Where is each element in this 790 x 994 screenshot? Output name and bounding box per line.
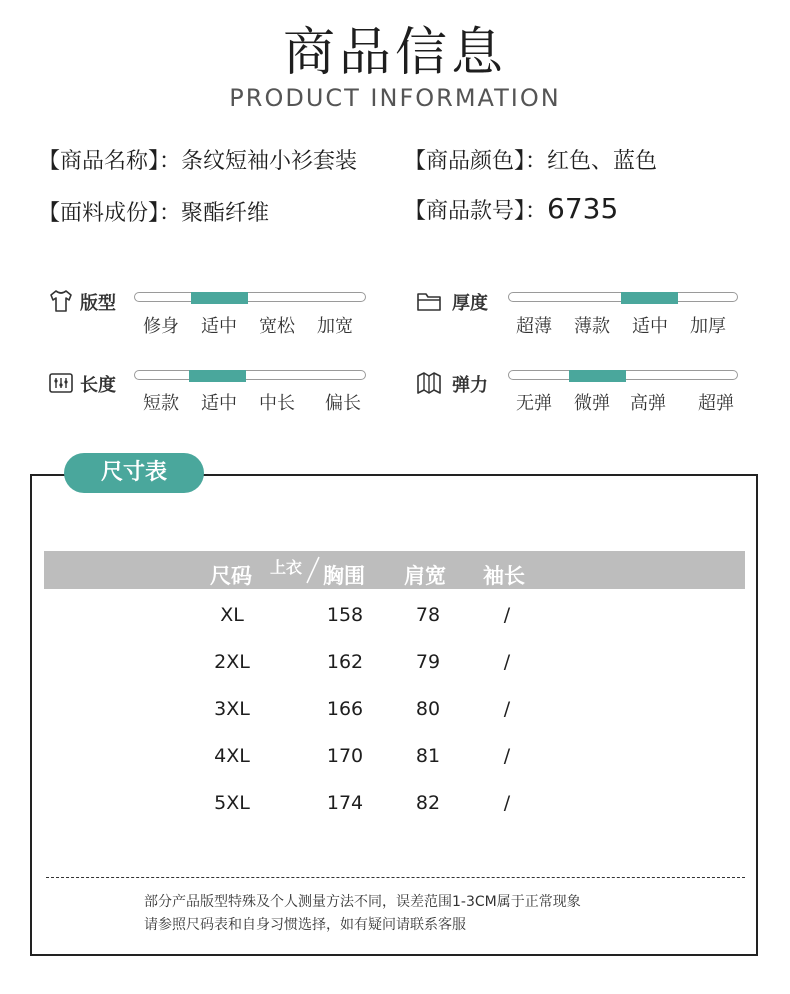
attr-length-option: 中长 — [259, 393, 295, 414]
cell-chest: 158 — [326, 604, 364, 626]
attr-elasticity-option: 超弹 — [698, 393, 734, 414]
attr-elasticity-option: 无弹 — [516, 393, 552, 414]
table-row — [0, 651, 790, 675]
attr-thickness-option: 薄款 — [574, 316, 610, 337]
header-shoulder: 肩宽 — [404, 564, 446, 588]
table-row — [0, 745, 790, 769]
attr-length-label: 长度 — [80, 375, 116, 396]
size-note: 部分产品版型特殊及个人测量方法不同，误差范围1-3CM属于正常现象 — [144, 894, 581, 910]
ruler-icon — [48, 370, 74, 396]
attr-length-bar — [134, 370, 366, 380]
cell-sleeve: / — [503, 651, 511, 673]
style-number-label: 【商品款号】： — [404, 199, 548, 224]
product-color-value: 红色、蓝色 — [547, 149, 658, 174]
size-chart-tab: 尺寸表 — [64, 453, 204, 493]
cell-sleeve: / — [503, 604, 511, 626]
diagonal-divider — [306, 555, 320, 585]
cell-shoulder: 80 — [415, 698, 441, 720]
attr-fit-option: 加宽 — [317, 316, 353, 337]
attr-elasticity-bar — [508, 370, 738, 380]
attr-elasticity-option: 高弹 — [630, 393, 666, 414]
table-row — [0, 604, 790, 628]
fabric-row — [38, 196, 269, 227]
attr-fit-bar — [134, 292, 366, 302]
cell-chest: 166 — [326, 698, 364, 720]
notes-divider — [46, 877, 745, 878]
cell-shoulder: 82 — [415, 792, 441, 814]
attr-fit-label: 版型 — [80, 293, 116, 314]
cell-size: 5XL — [214, 792, 250, 814]
attr-length-option: 偏长 — [325, 393, 361, 414]
attr-fit-option: 适中 — [201, 316, 237, 337]
tshirt-icon — [48, 288, 74, 314]
size-note: 请参照尺码表和自身习惯选择，如有疑问请联系客服 — [144, 917, 466, 933]
attr-thickness-option: 适中 — [632, 316, 668, 337]
cell-size: XL — [220, 604, 244, 626]
attr-thickness-option: 超薄 — [516, 316, 552, 337]
fabric-label: 【面料成份】： — [38, 201, 182, 226]
header-chest: 胸围 — [323, 564, 365, 588]
cell-shoulder: 81 — [415, 745, 441, 767]
map-icon — [416, 370, 442, 396]
product-color-label: 【商品颜色】： — [404, 149, 548, 174]
folder-icon — [416, 288, 442, 314]
attr-length-option: 适中 — [201, 393, 237, 414]
cell-chest: 174 — [326, 792, 364, 814]
cell-sleeve: / — [503, 745, 511, 767]
attr-elasticity-option: 微弹 — [574, 393, 610, 414]
table-row — [0, 698, 790, 722]
header-group: 上衣 — [270, 558, 303, 577]
cell-shoulder: 79 — [415, 651, 441, 673]
product-color-row — [404, 144, 657, 175]
header-size: 尺码 — [210, 564, 252, 588]
cell-size: 2XL — [214, 651, 250, 673]
cell-sleeve: / — [503, 698, 511, 720]
attr-elasticity-selected-indicator — [569, 370, 626, 382]
product-name-value: 条纹短袖小衫套装 — [181, 149, 358, 174]
cell-chest: 170 — [326, 745, 364, 767]
attr-thickness-option: 加厚 — [690, 316, 726, 337]
attr-fit-selected-indicator — [191, 292, 248, 304]
attr-thickness-label: 厚度 — [452, 293, 488, 314]
cell-size: 3XL — [214, 698, 250, 720]
attr-length-selected-indicator — [189, 370, 246, 382]
attr-fit-option: 修身 — [143, 316, 179, 337]
attr-elasticity-label: 弹力 — [452, 375, 488, 396]
size-table-header — [44, 551, 745, 589]
cell-size: 4XL — [214, 745, 250, 767]
attr-thickness-bar — [508, 292, 738, 302]
header-sleeve: 袖长 — [483, 564, 525, 588]
product-name-row — [38, 144, 357, 175]
style-number-value: 6735 — [547, 192, 619, 225]
attr-thickness-selected-indicator — [621, 292, 678, 304]
style-number-row — [404, 192, 618, 225]
cell-sleeve: / — [503, 792, 511, 814]
page-subtitle: PRODUCT INFORMATION — [229, 84, 561, 112]
table-row — [0, 792, 790, 816]
cell-chest: 162 — [326, 651, 364, 673]
page-title: 商品信息 — [282, 23, 507, 83]
attr-length-option: 短款 — [143, 393, 179, 414]
product-name-label: 【商品名称】： — [38, 149, 182, 174]
cell-shoulder: 78 — [415, 604, 441, 626]
attr-fit-option: 宽松 — [259, 316, 295, 337]
fabric-value: 聚酯纤维 — [181, 201, 270, 226]
